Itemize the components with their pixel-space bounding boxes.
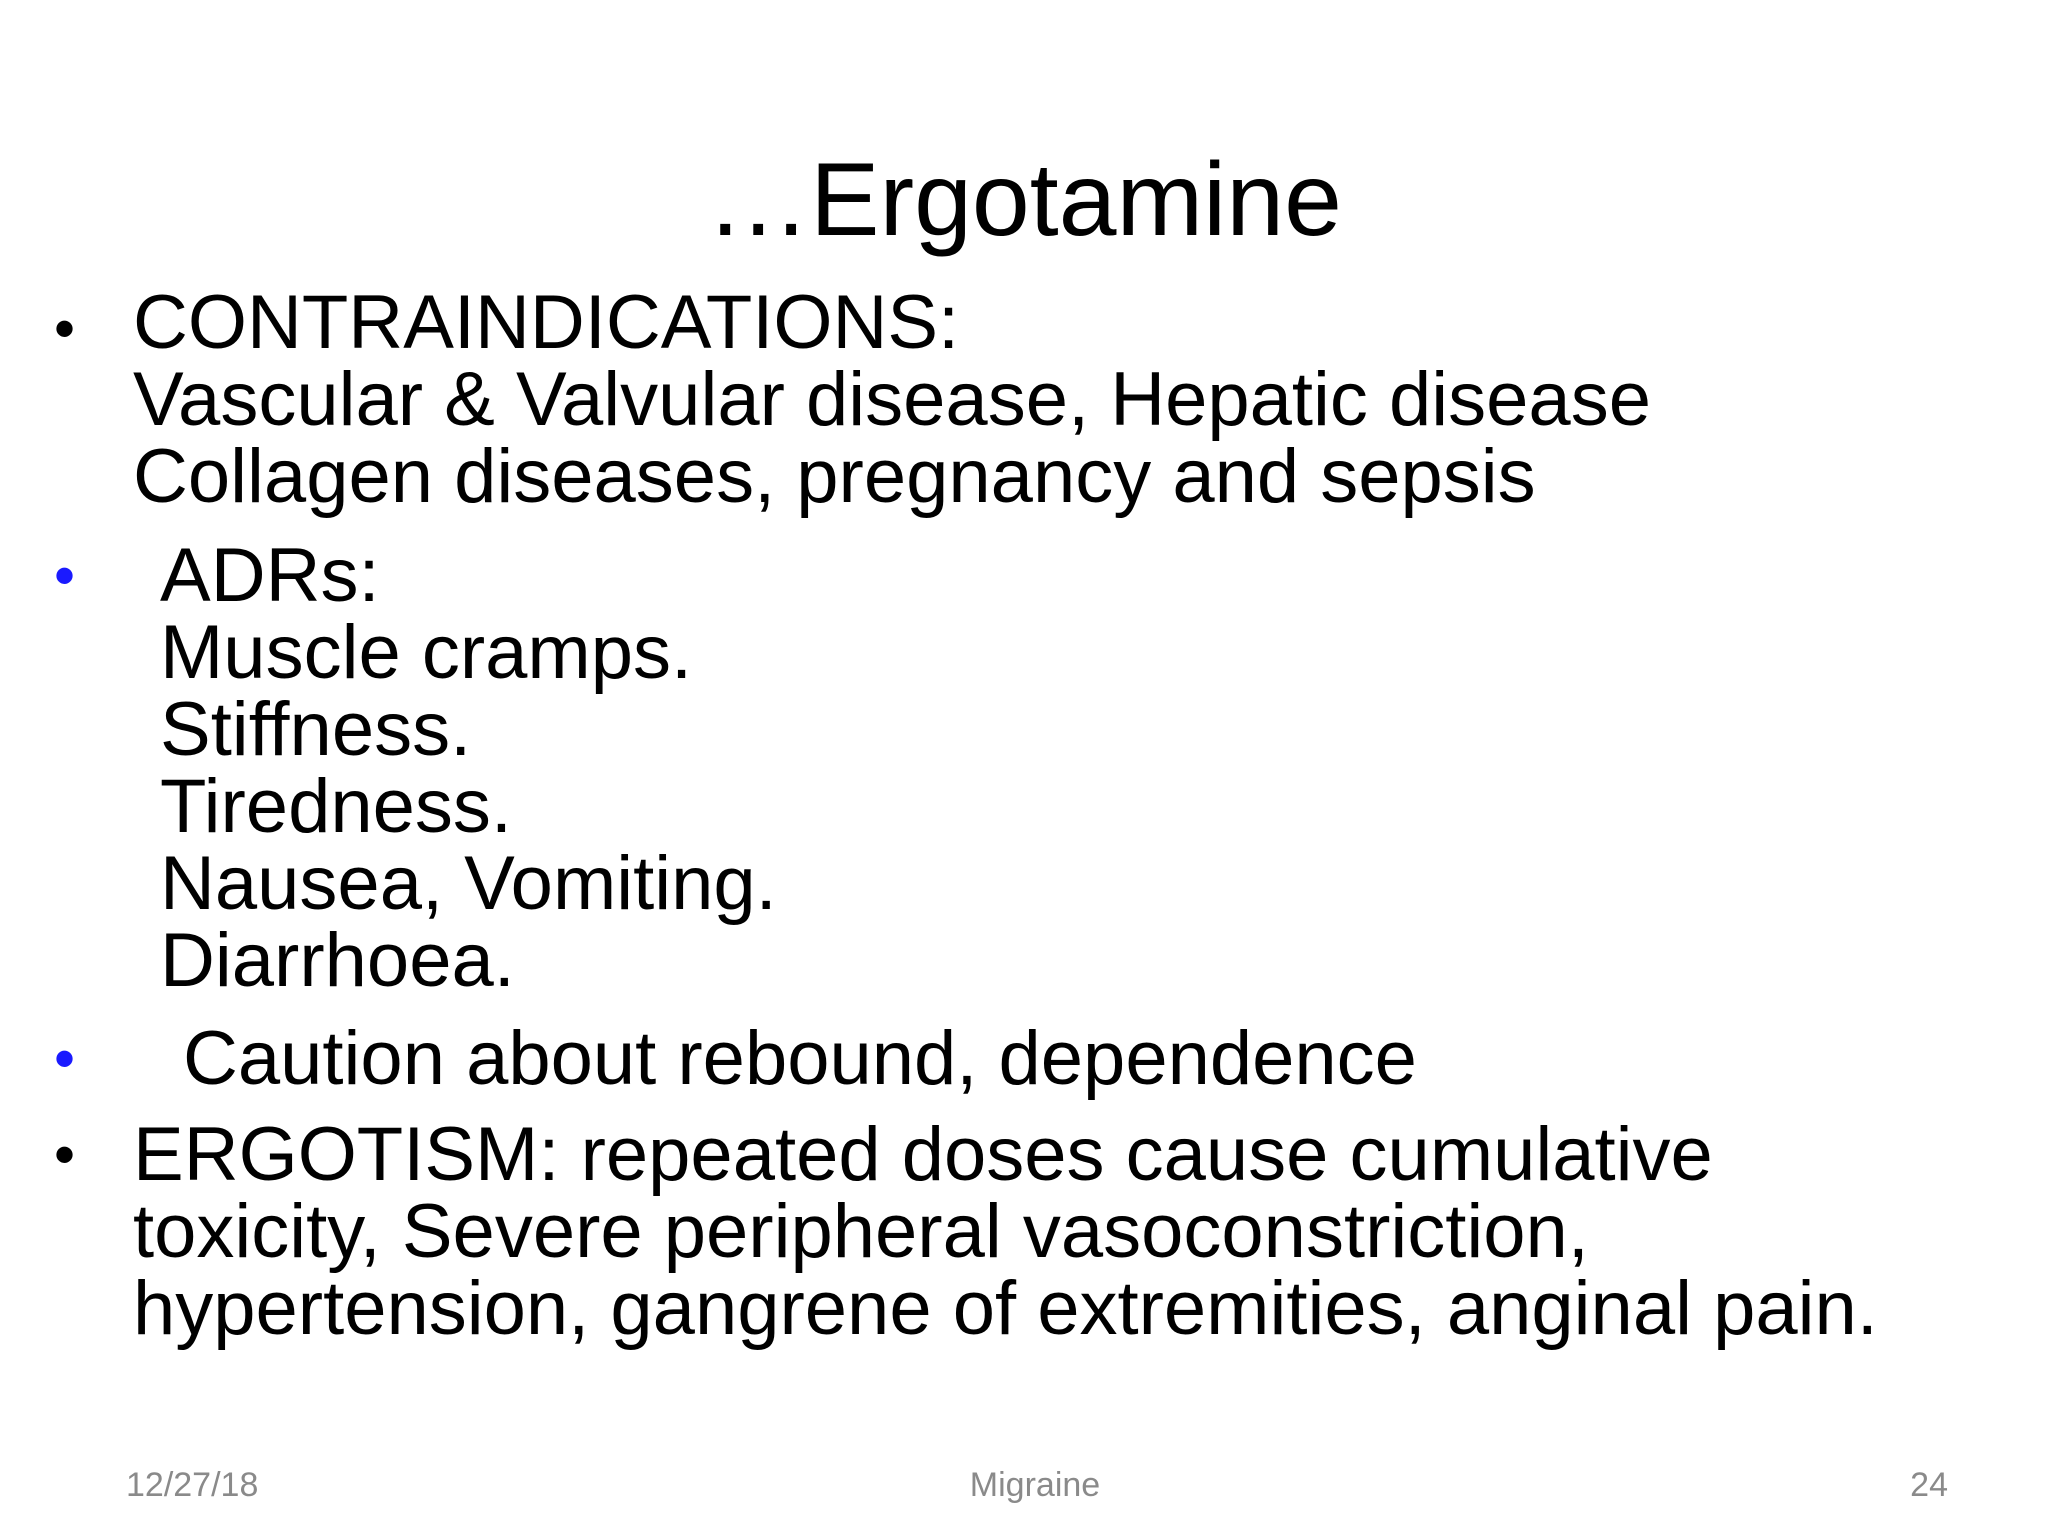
bullet-line: Muscle cramps. <box>160 610 693 695</box>
bullet-line: Nausea, Vomiting. <box>160 841 777 926</box>
bullet-line: Tiredness. <box>160 764 512 849</box>
bullet-marker-icon: • <box>54 1025 76 1092</box>
bullet-line: Vascular & Valvular disease, Hepatic disease <box>133 357 1651 442</box>
bullet-line: ERGOTISM: repeated doses cause cumulative <box>133 1112 1713 1197</box>
bullet-marker-icon: • <box>54 1121 76 1188</box>
slide-title: …Ergotamine <box>706 142 1342 258</box>
footer-page-number: 24 <box>1910 1466 1948 1504</box>
bullet-line: Collagen diseases, pregnancy and sepsis <box>133 434 1536 519</box>
bullet-line: CONTRAINDICATIONS: <box>133 280 960 365</box>
bullet-line: hypertension, gangrene of extremities, anginal pain. <box>133 1266 1878 1351</box>
bullet-line: Caution about rebound, dependence <box>183 1016 1417 1101</box>
bullet-line: toxicity, Severe peripheral vasoconstriction, <box>133 1189 1589 1274</box>
bullet-line: Stiffness. <box>160 687 472 772</box>
bullet-line: ADRs: <box>160 533 380 618</box>
footer-topic: Migraine <box>969 1466 1101 1504</box>
footer-date: 12/27/18 <box>126 1466 259 1504</box>
bullet-marker-icon: • <box>54 295 76 362</box>
bullet-line: Diarrhoea. <box>160 918 515 1003</box>
bullet-marker-icon: • <box>54 542 76 609</box>
